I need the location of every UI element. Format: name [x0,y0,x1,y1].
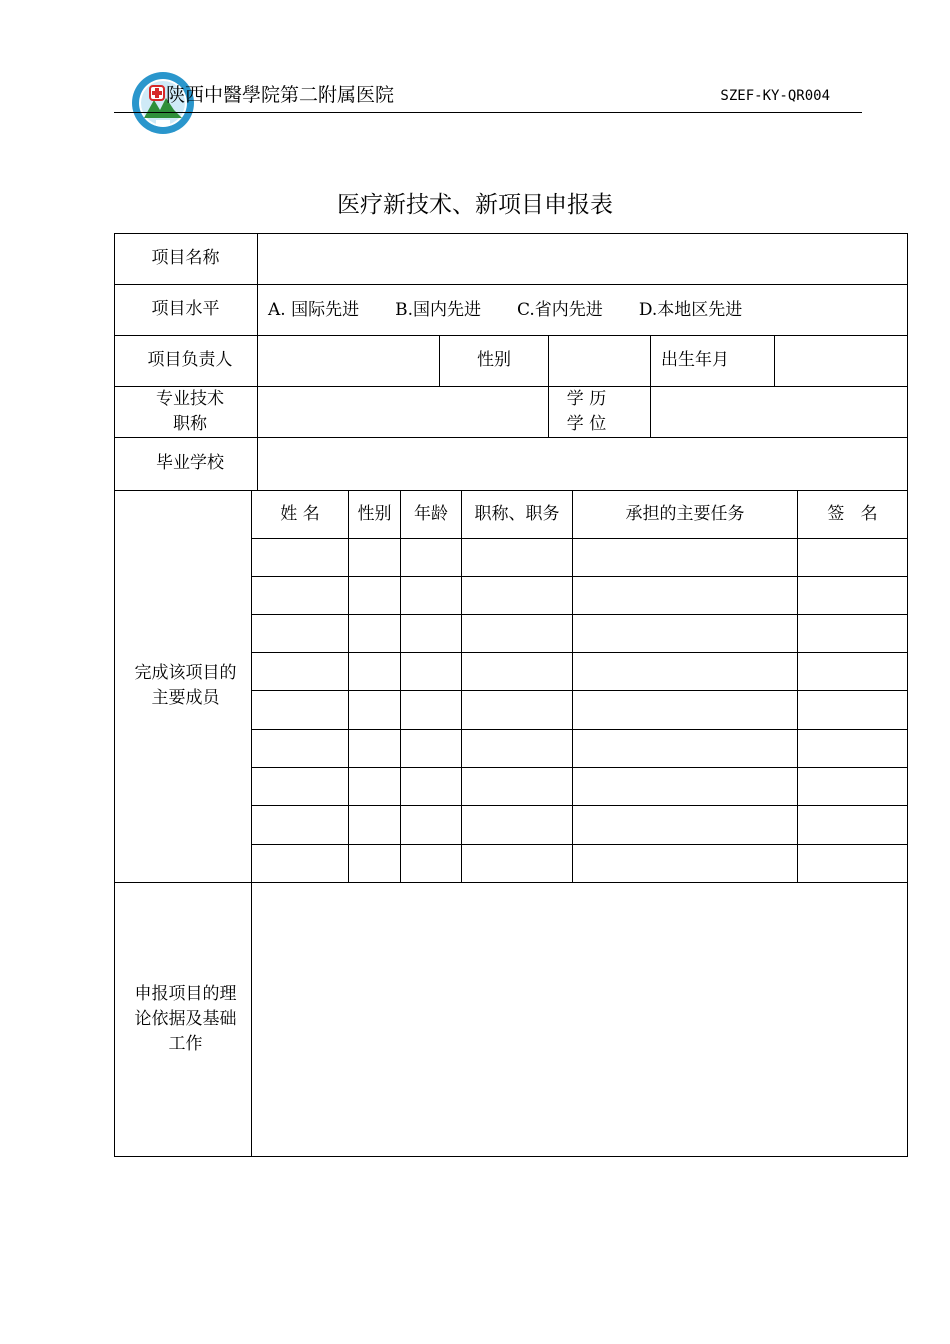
professional-title-label-line1: 专业技术 [156,388,224,409]
page-header [114,66,862,114]
degree-label-line1: 学 历 [566,388,607,409]
members-section-label [114,490,257,882]
school-field[interactable] [258,438,907,490]
member-row-line [251,576,908,577]
table-border [907,233,908,1157]
member-row-line [251,538,908,539]
member-row-line [251,844,908,845]
member-row-line [251,690,908,691]
degree-label-line2: 学 位 [566,413,607,434]
basis-label-line1: 申报项目的理 [134,983,237,1004]
col-header-name: 姓 名 [280,504,320,524]
gender-label: 性别 [477,350,511,370]
project-level-label: 项目水平 [151,299,220,319]
member-row-line [251,805,908,806]
basis-label-line3: 工作 [168,1033,203,1054]
col-divider [797,490,798,882]
level-option-provincial[interactable]: C.省内先进 [517,299,603,320]
col-header-gender: 性别 [357,504,392,524]
project-level-options [258,285,907,335]
level-option-international[interactable]: A. 国际先进 [268,299,360,320]
form-title: 医疗新技术、新项目申报表 [337,192,613,218]
members-label-line2: 主要成员 [151,688,220,708]
basis-text-area[interactable] [252,883,907,1156]
professional-title-label-line2: 职称 [173,413,207,434]
level-option-local[interactable]: D.本地区先进 [638,299,743,320]
col-divider [461,490,462,882]
professional-title-field[interactable] [258,387,548,437]
school-label: 毕业学校 [156,453,224,473]
project-name-field[interactable] [258,234,907,284]
basis-section-label [114,882,257,1156]
professional-title-label [114,386,266,437]
hospital-name: 陕西中醫學院第二附属医院 [166,84,395,106]
application-form-table [114,233,908,1157]
members-label-line1: 完成该项目的 [134,663,237,683]
table-border [114,1156,908,1157]
birth-field[interactable] [775,336,907,386]
member-row-line [251,614,908,615]
col-header-main-task: 承担的主要任务 [625,504,745,524]
col-header-title-position: 职称、职务 [474,504,560,524]
level-option-national[interactable]: B.国内先进 [395,299,481,320]
project-name-label: 项目名称 [151,248,220,268]
basis-label-line2: 论依据及基础 [134,1008,237,1029]
form-code: SZEF-KY-QR004 [720,88,830,104]
member-row-line [251,652,908,653]
leader-field[interactable] [258,336,439,386]
col-divider [348,490,349,882]
col-header-age: 年龄 [414,504,448,524]
gender-field[interactable] [549,336,650,386]
col-divider [572,490,573,882]
member-row-line [251,767,908,768]
col-header-signature: 签 名 [827,504,878,524]
leader-label: 项目负责人 [147,350,233,370]
degree-label [549,386,624,437]
birth-label: 出生年月 [661,350,729,370]
member-row-line [251,729,908,730]
col-divider [400,490,401,882]
degree-field[interactable] [651,387,907,437]
header-divider [114,112,862,113]
